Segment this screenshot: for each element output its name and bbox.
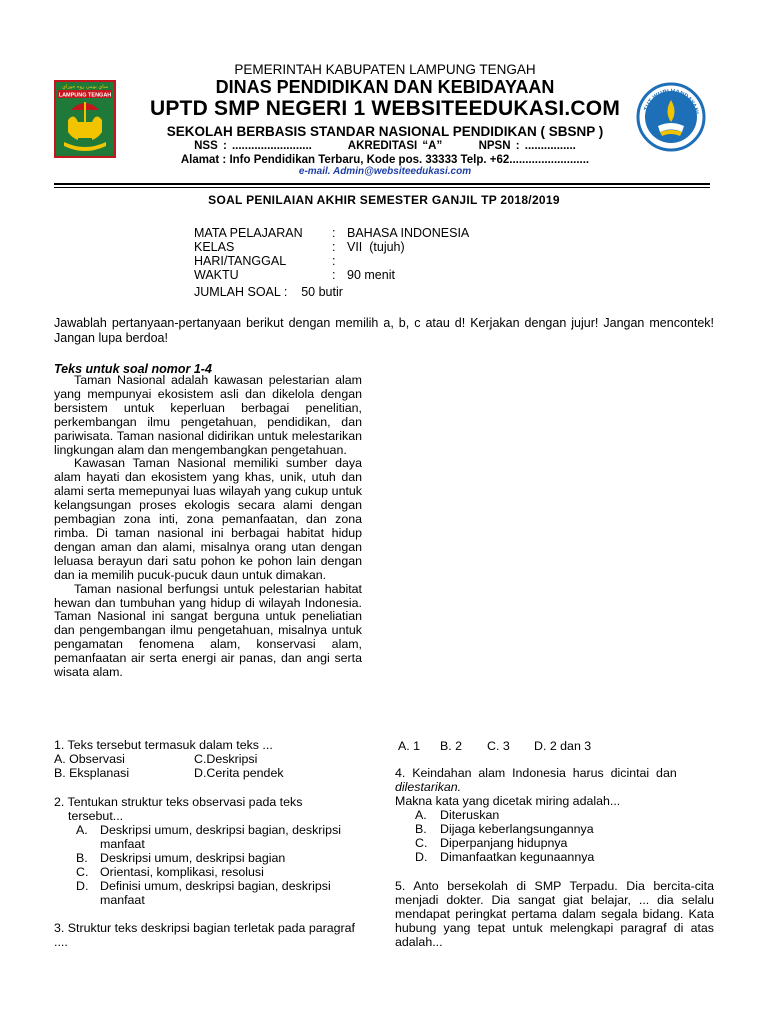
passage-paragraph-1: Taman Nasional adalah kawasan pelestarian alam yang mempunyai ekosistem asli dan dikelola dengan bersistem untuk keperluan berbagai penelitian, perkembangan ilmu pengetahuan, pendidikan, dan pariwisata. Taman nasional didirikan untuk melestarikan lingkungan alam dan mengembangkan pengetahuan. [54,373,362,457]
q1-option-c: C.Deskripsi [194,752,258,766]
info-colon: : [332,226,336,240]
right-logo-text: TUT WURI HANDAYANI [643,88,699,115]
exam-title: SOAL PENILAIAN AKHIR SEMESTER GANJIL TP 2018/2019 [208,193,560,207]
q2-option-c: Orientasi, komplikasi, resolusi [100,865,264,879]
header-school-name: UPTD SMP NEGERI 1 WEBSITEEDUKASI.COM [149,97,621,120]
info-colon: : [332,268,336,282]
q4-option-b-letter: B. [415,822,427,836]
q4-option-d-letter: D. [415,850,428,864]
q2-option-a: Deskripsi umum, deskripsi bagian, deskripsi manfaat [100,823,342,851]
header-government: PEMERINTAH KABUPATEN LAMPUNG TENGAH [234,62,536,77]
q3-option-b: B. 2 [440,739,463,753]
question-3-cont: .... [54,935,68,949]
question-2-cont: tersebut... [68,809,124,823]
header-address: Alamat : Info Pendidikan Terbaru, Kode pos. 33333 Telp. +62......................... [180,154,590,166]
header-divider-thin [54,187,710,188]
q1-option-d: D.Cerita pendek [194,766,284,780]
q1-option-b: B. Eksplanasi [54,766,130,780]
q2-option-d-letter: D. [76,879,89,893]
info-label-date: HARI/TANGGAL [194,254,287,268]
q2-option-a-letter: A. [76,823,88,837]
header-department: DINAS PENDIDIKAN DAN KEBIDAYAAN [215,77,555,97]
q3-option-a: A. 1 [398,739,421,753]
q4-option-b: Dijaga keberlangsungannya [440,822,594,836]
q4-option-d: Dimanfaatkan kegunaannya [440,850,595,864]
q2-option-b: Deskripsi umum, deskripsi bagian [100,851,286,865]
q4-option-a: Diteruskan [440,808,500,822]
info-value-class: VII (tujuh) [347,240,405,254]
left-logo-text: LAMPUNG TENGAH [58,92,112,99]
question-4: 4. Keindahan alam Indonesia harus dicintai dan [395,766,677,780]
info-value-subject: BAHASA INDONESIA [347,226,470,240]
instructions: Jawablah pertanyaan-pertanyaan berikut dengan memilih a, b, c atau d! Kerjakan dengan jujur! Jangan mencontek! Jangan lupa berdoa! [54,316,714,345]
info-value-time: 90 menit [347,268,395,282]
tut-wuri-handayani-logo [636,82,706,152]
passage-paragraph-2: Kawasan Taman Nasional memiliki sumber daya alam hayati dan ekosistem yang khas, unik, utuh dan alami serta memepunyai luas wilayah yang cukup untuk kelangsungan proses ekologis secara alami dengan pembagian zona inti, zona pemanfaatan, dan zona rimba. Di taman nasional ini berbagai habitat hidup dengan aman dan alami, misalnya orang utan dengan leluasa berayun dari satu pohon ke pohon lain dengan dan ia memilih pucuk-pucuk daun untuk dimakan. [54,456,362,582]
question-2: 2. Tentukan struktur teks observasi pada teks [54,795,303,809]
header-school-type: SEKOLAH BERBASIS STANDAR NASIONAL PENDIDIKAN ( SBSNP ) [166,124,604,139]
passage-paragraph-3: Taman nasional berfungsi untuk pelestarian habitat hewan dan tumbuhan yang hidup di wilayah Indonesia. Taman Nasional ini sangat berguna untuk peneliatian dan pengembangan ilmu pengetahuan, misalnya untuk pengamatan fenomena alam, konservasi alam, pemanfaatan air serta energi air panas, dan angi serta wisata alam. [54,581,362,680]
header-email: e-mail. Admin@websiteedukasi.com [298,166,472,177]
header-nss-akreditasi: NSS : ......................... AKREDITASI “A” NPSN : ................ [194,140,576,152]
info-label-time: WAKTU [194,268,239,282]
question-5: 5. Anto bersekolah di SMP Terpadu. Dia bercita-cita menjadi dokter. Dia sangat giat belajar, ... dia selalu mendapat peringkat pertama dalam segala bidang. Kata hubung yang tepat untuk melengkapi paragraf di atas adalah... [395,879,714,949]
left-logo-script: ﺳﺎﻱ ﺑﻮﻣﻲ ﺭﻭﻩ ﺟﻮﺭﺍﻱ [61,84,109,90]
info-label-subject: MATA PELAJARAN [194,226,303,240]
q3-option-d: D. 2 dan 3 [534,739,592,753]
info-label-class: KELAS [194,240,235,254]
q2-option-d: Definisi umum, deskripsi bagian, deskripsi manfaat [100,879,331,907]
question-3: 3. Struktur teks deskripsi bagian terletak pada paragraf [54,921,355,935]
passage-text [54,374,362,680]
q2-option-b-letter: B. [76,851,88,865]
info-question-count: JUMLAH SOAL : 50 butir [194,285,343,299]
info-colon: : [332,240,336,254]
q1-option-a: A. Observasi [54,752,125,766]
q4-option-c: Diperpanjang hidupnya [440,836,568,850]
q2-option-c-letter: C. [76,865,89,879]
q4-option-c-letter: C. [415,836,428,850]
question-4-italic-word: dilestarikan. [395,780,462,794]
lampung-tengah-logo [54,80,116,158]
q3-option-c: C. 3 [487,739,510,753]
passage-heading: Teks untuk soal nomor 1-4 [54,362,212,376]
question-4-prompt: Makna kata yang dicetak miring adalah... [395,794,621,808]
header-divider-thick [54,183,710,185]
info-colon: : [332,254,336,268]
q4-option-a-letter: A. [415,808,427,822]
question-1: 1. Teks tersebut termasuk dalam teks ... [54,738,273,752]
